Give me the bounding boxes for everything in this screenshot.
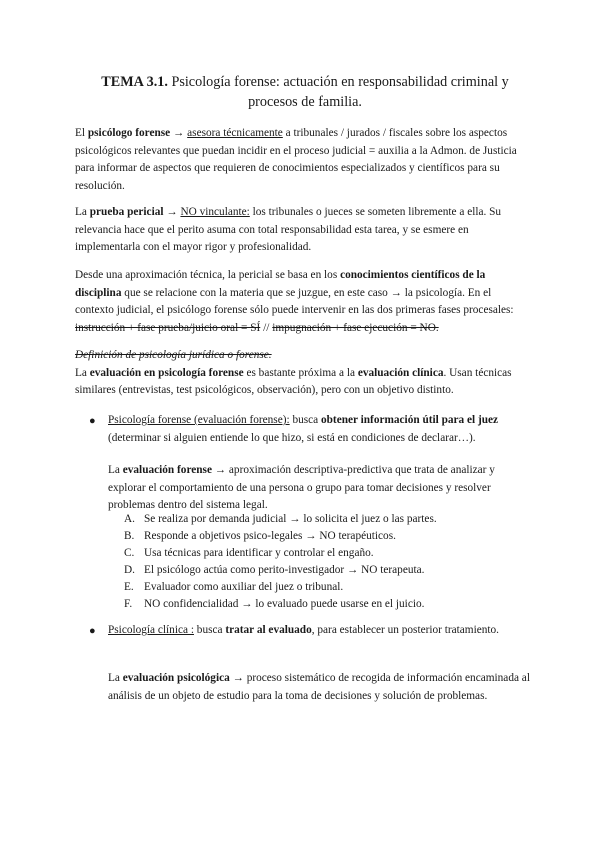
arrow: → [170,127,188,139]
separator: // [260,322,273,335]
struck-text: instrucción + fase prueba/juicio oral = SÍ [75,322,261,335]
text: Desde una aproximación técnica, la pericial se basa en los [75,269,341,281]
list-item [124,562,524,579]
list-letter: C. [124,546,135,559]
bold-text: evaluación forense [122,464,212,476]
text: → aproximación descriptiva-predictiva que trata de analizar y explorar el comportamiento de una persona o grupo para tomar decisiones y resolver problemas dentro del sistema legal. [108,464,495,512]
text: los tribunales o jueces se someten libremente a ella. Su relevancia hace que el perito asuma con total responsabilidad esta tarea, y se esmere en implementarla con el mayor rigor y profesionalidad. [75,206,502,254]
text: El [75,127,88,139]
text: busca [289,414,321,426]
title-bold: TEMA 3.1. [101,74,168,90]
bold-text: obtener información útil para el juez [321,414,499,426]
title-rest: Psicología forense: actuación en responsabilidad criminal y procesos de familia. [167,74,509,110]
text: La [75,366,90,379]
list-letter: D. [124,563,135,576]
bullet-icon: ● [89,625,96,637]
paragraph-psicologo-forense [75,125,530,196]
characteristics-list [124,511,524,612]
text: que se relacione con la materia que se juzgue, en este caso → la psicología. En el contexto judicial, el psicólogo forense sólo puede intervenir en las dos primeras fases procesales: [75,286,514,317]
list-text: Evaluador como auxiliar del juez o tribunal. [144,580,344,593]
list-text: Responde a objetivos psico-legales → NO terapéuticos. [144,529,396,542]
text: a tribunales / jurados / fiscales sobre los aspectos psicológicos relevantes que puedan incidir en el proceso judicial = auxilia a la Admon. de Justicia para informar de aspectos que requieren de conocimientos especializados y científicos para su resolución. [75,127,517,193]
text: La [75,206,90,218]
list-text: Usa técnicas para identificar y controlar el engaño. [144,546,374,559]
arrow: → [163,206,181,218]
list-item [124,545,524,562]
section-definicion [75,347,530,400]
bold-text: psicólogo forense [87,127,171,139]
list-item [124,596,524,613]
text: es bastante próxima a la [243,366,358,379]
text: La [108,672,123,684]
underlined-text: NO vinculante: [180,206,250,218]
section-heading: Definición de psicología jurídica o forense. [75,349,272,361]
text: . Usan técnicas similares (entrevistas, test psicológicos, observación), pero con un objetivo distinto. [75,366,512,397]
underlined-text: Psicología forense (evaluación forense): [108,414,290,426]
list-letter: B. [124,529,135,542]
bold-text: tratar al evaluado [225,624,312,636]
bullet-psicologia-clinica [108,622,533,640]
bold-text: conocimientos científicos de la disciplina [75,269,486,299]
list-text: NO confidencialidad → lo evaluado puede usarse en el juicio. [144,597,425,610]
text: , para establecer un posterior tratamiento. [311,624,500,636]
text: La [108,464,123,476]
bullet-icon: ● [89,415,96,427]
text: (determinar si alguien entiende lo que hizo, si está en condiciones de declarar…). [108,431,476,444]
list-text: Se realiza por demanda judicial → lo solicita el juez o las partes. [144,513,437,525]
page-title [75,72,535,112]
bold-text: evaluación en psicología forense [89,366,244,379]
underlined-text: Psicología clínica : [108,624,194,636]
list-text: El psicólogo actúa como perito-investigador → NO terapeuta. [144,563,425,576]
text: busca [193,624,226,636]
list-item [124,579,524,596]
list-item [124,511,524,528]
paragraph-evaluacion-forense [108,462,533,515]
bullet-psicologia-forense [108,412,533,447]
struck-text: impugnación + fase ejecución = NO. [272,322,439,335]
bold-text: prueba pericial [89,206,164,218]
paragraph-evaluacion-psicologica [108,670,533,705]
paragraph-prueba-pericial [75,204,530,257]
underlined-text: asesora técnicamente [187,127,283,139]
list-item [124,528,524,545]
paragraph-aproximacion-tecnica [75,267,530,338]
text: → proceso sistemático de recogida de información encaminada al análisis de un objeto de estudio para la toma de decisiones y solución de problemas. [108,672,530,702]
list-letter: A. [124,513,135,525]
list-letter: F. [124,597,133,610]
bold-text: evaluación psicológica [122,672,230,684]
list-letter: E. [124,580,134,593]
bold-text: evaluación clínica [357,366,444,379]
